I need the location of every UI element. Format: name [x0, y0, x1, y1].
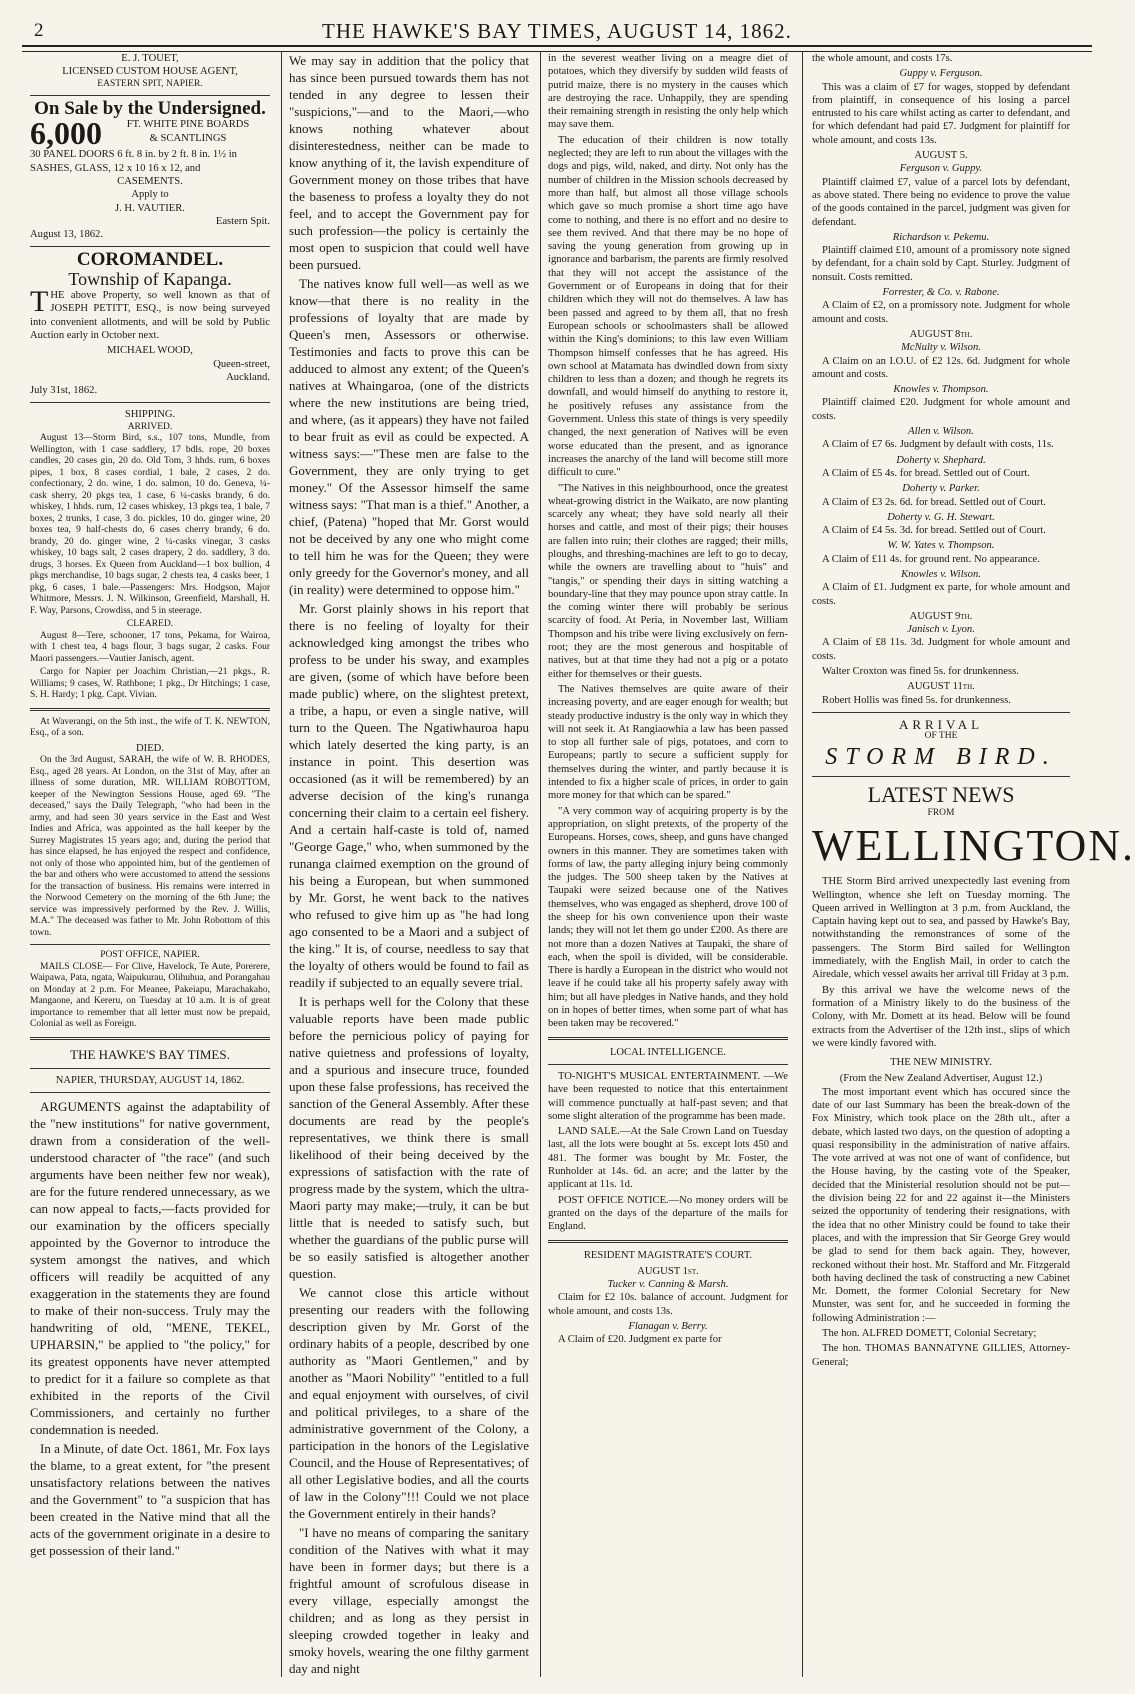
sale-line: 30 PANEL DOORS 6 ft. 8 in. by 2 ft. 8 in. 1½ in — [30, 149, 237, 161]
divider — [30, 1037, 270, 1040]
coromandel-body: THE above Property, so well known as that of JOSEPH PETITT, ESQ., is now being surveyed into convenient allotments, and will be sold by Public Auction early in October next. — [30, 285, 270, 341]
column-rule — [802, 52, 803, 1677]
court-date: AUGUST 11th. — [907, 681, 975, 693]
case-body: A Claim of £4 5s. 3d. for bread. Settled out of Court. — [822, 525, 1046, 537]
editorial-paper-title: THE HAWKE'S BAY TIMES. — [70, 1046, 230, 1062]
case-title: W. W. Yates v. Thompson. — [887, 540, 995, 552]
article-para: The Natives themselves are quite aware of their increasing poverty, and are eager enough for wealth; but steady productive industry is the only way in which they will not seek it. At Rangiaowhia a law has been passed to stop all further sale of pigs, potatoes, and corn to Europeans; partly to secure a sufficient supply for themselves during the winter, and partly because it is intended to fix a higher scale of prices, in order to gain more money for that which can be spared." — [548, 683, 788, 802]
column-3 — [548, 52, 788, 1682]
wellington-heading: WELLINGTON. — [812, 821, 1135, 871]
township-heading: Township of Kapanga. — [68, 268, 232, 289]
column-2 — [289, 52, 529, 1682]
article-para: It is perhaps well for the Colony that these valuable reports have been made public before the pernicious policy of paying for native quietness and professions of loyalty, and a spurious and insecure truce, founded upon these false professions, has received the sanction of the General Assembly. After these documents are read by the people's representatives, we think there is small likelihood of their being deceived by the expressions of satisfaction with the rate of progress made by the system, which the ultra-Maori party may make;—truly, it can be but little that is needed to satisfy such, but whether the guardians of the public purse will be so easily satisfied is altogether another question. — [289, 994, 529, 1281]
case-body: Plaintiff claimed £7, value of a parcel lots by defendant, as above stated. There being no evidence to prove the value of the goods contained in the parcel, judgment was given for defendant. — [812, 176, 1070, 228]
news-para: THE Storm Bird arrived unexpectedly last evening from Wellington, whence she left on Tuesday morning. The Queen arrived in Wellington at 3 p.m. from Auckland, the Captain having kept out to sea, and passed by Hawke's Bay, notwithstanding the remonstrances of some of the passengers. The Storm Bird sailed for Wellington immediately, with the English Mail, in order to catch the Airedale, which vessel awaits her arrival till Friday at 3 p.m. — [812, 876, 1070, 981]
birth-notice: At Waverangi, on the 5th inst., the wife of T. K. NEWTON, Esq., of a son. — [30, 716, 270, 739]
sale-ad — [30, 115, 270, 241]
article-para: Mr. Gorst plainly shows in his report that there is no feeling of loyalty for their acknowledged king amongst the tribes who profess to be under his sway, and examples are given, (some of which have before been made public) where, on the slightest pretext, a tribe, a hapu, or even a single native, will turn to the Queen. The Ngatiwhauroa hapu which lately deserted the king party, is an instance in point. This desertion was occasioned (as it will be remembered) by an adverse decision of the king's runanga concerning their claim to a certain eel fishery. And a certain half-caste is told of, named "George Gage," who, when summoned by the runanga claimed exemption on the ground of his being a European, but when summoned by Mr. Gorst, he went back to the natives who refused to give him up as "he had long ago consented to be a Maori and a subject of the king." It is, of course, needless to say that the loyalty of others would be found to fail as readily if subjected to an equally severe trial. — [289, 601, 529, 990]
cleared-heading: CLEARED. — [126, 619, 174, 630]
case-title: Tucker v. Canning & Marsh. — [607, 1279, 729, 1291]
agent-address: EASTERN SPIT, NAPIER. — [97, 78, 203, 89]
article-para: We cannot close this article without presenting our readers with the following description given by Mr. Gorst of the ordinary habits of a people, described by one authority as "Maori Gentlemen," and by another as "Maori Nobility" "entitled to a full and equal enjoyment with ourselves, of civil and political privileges, to a share of the administrative government of the Colony, a participation in the honors of the Legislative Council, and the House of Representatives; of all other Legislative bodies, and all the courts of law in the Colony"!!! Could we not place the Government entirely in their hands? — [289, 1285, 529, 1521]
article-para: in the severest weather living on a meagre diet of potatoes, which they diversify by sudden wild feasts of putrid maize, there is no mystery in the causes which are destroying the race. Unhappily, they are spending their remaining strength in resisting the only help which may save them. — [548, 53, 788, 131]
case-title: Ferguson v. Guppy. — [899, 163, 983, 175]
masthead-title: THE HAWKE'S BAY TIMES, AUGUST 14, 1862. — [322, 19, 792, 43]
case-title: Doherty v. Parker. — [902, 483, 980, 495]
new-ministry-heading: THE NEW MINISTRY. — [890, 1057, 992, 1069]
case-body: A Claim of £1. Judgment ex parte, for whole amount and costs. — [812, 582, 1070, 607]
article-para: The natives know full well—as well as we know—that there is no reality in the professions of loyalty that are made by Queen's men, Assessors or otherwise. Testimonies and facts to prove this can be adduced to almost any extent; of the Queen's natives at Whaingaroa, (one of the districts where the new institutions are being tried, and where, (as it appears) they have not failed to bear fruit as evil as could be expected. A witness says:—"These men are false to the Government, they are only trying to get money." Of the Assessor himself the same witness says: "That man is a thief." Another, a chief, (Patena) "hoped that Mr. Gorst would not be deceived by any one who might come to tell him he was for the Queen; they were only greedy for the Governor's money, and all (in reality) were determined to oppose him." — [289, 276, 529, 597]
shipping-arrivals: August 13—Storm Bird, s.s., 107 tons, Mundle, from Wellington, with 1 case saddlery, 17 bdls. rope, 20 boxes candles, 20 cases gin, 20 do. Old Tom, 3 hhds. rum, 6 boxes pipes, 1 box, 8 cases cordial, 1 bale, 2 cases, 2 do. confectionary, 2 do. wine, 1 do. salmon, 10 do. Geneva, ¼-cask sherry, 20 pkgs tea, 1 case, 6 ¼-casks brandy, 6 do. whiskey, 1 hhds. rum, 12 cases whiskey, 13 pkgs tea, 1 bale, 7 boxes, 2 trunks, 1 case, 3 do. pickles, 10 do. ginger wine, 20 boxes tea, 9 half-chests do, 6 cases cherry brandy, 6 do. brandy, 20 do. ginger wine, 2 ¼-casks vinegar, 3 casks whiskey, 10 bags salt, 2 cases drapery, 2 do. saddlery, 3 do. drugs, 3 horses. Ex Queen from Auckland—1 box bullion, 4 pkgs merchandise, 10 bags sugar, 2 chests tea, 4 casks beer, 1 pkg, 6 cases, 1 bale.—Passengers: Mrs. Hodgson, Major Whitmore, Messrs. J. N. Wilkinson, Greenfield, Marshall, H. F. Way, Parsons, Crowdiss, and 5 in steerage. — [30, 433, 270, 616]
shipping-heading: SHIPPING. — [124, 409, 176, 421]
died-heading: DIED. — [136, 742, 164, 754]
case-title: Allen v. Wilson. — [908, 426, 974, 438]
post-office-heading: POST OFFICE, NAPIER. — [100, 950, 200, 961]
divider — [812, 776, 1070, 777]
article-para: "The Natives in this neighbourhood, once the greatest wheat-growing district in the Waikato, are now planting scarcely any wheat; they have sold nearly all their horses and cattle, and most of their pigs; their houses are fallen into ruin; their clothes are ragged; their mills, ploughs, and threshing-machines are left to go to decay, while the owners are travelling about to "huis" and "tangis," or spending their days in sitting watching a boundary-line that they may pounce upon stray cattle. In the coming winter there will probably be serious scarcity of food. At Peria, in November last, William Thompson and his tribe were living exclusively on fern-root; they are the most generous and hospitable of natives, but at that time they had not a pig or a potato either for themselves or their guests. — [548, 482, 788, 680]
latest-news-heading: LATEST NEWS — [867, 781, 1015, 807]
coromandel-date: July 31st, 1862. — [30, 385, 98, 397]
case-title: Doherty v. Shephard. — [896, 454, 986, 466]
of-the: OF THE — [924, 731, 958, 742]
divider — [30, 246, 270, 247]
article-para: "A very common way of acquiring property is by the appropriation, on slight pretexts, of the property of the Europeans. Horses, cows, sheep, and guns have changed owners in this manner. They are sometimes taken with forms of law, the party alleging injury being commonly the judges. The 500 sheep taken by the Natives at Taupaki were seized because one of the Natives themselves, who was engaged as shepherd, drove 100 of the sheep for his own convenience upon their waste lands; they will not let them go under £200. As there are not more than a dozen Natives at Taupaki, the share of each, when the spoil is divided, will be considerable. There is hardly a European in the district who would not leave if he could take all his property safely away with him; but all have pledges in Native hands, and they hold on in hopes of better times, when some part of what has been taken may be recovered." — [548, 805, 788, 1030]
header-rule — [22, 45, 1092, 52]
case-title: Janisch v. Lyon. — [907, 624, 975, 636]
sale-date: August 13, 1862. — [30, 229, 103, 241]
case-body: A Claim of £20. Judgment ex parte for — [558, 1334, 722, 1346]
editorial — [30, 1098, 270, 1559]
column-rule — [540, 52, 541, 1677]
column-1 — [30, 52, 270, 1682]
case-body: Walter Croxton was fined 5s. for drunkenness. — [822, 666, 1019, 678]
minister-entry: The hon. ALFRED DOMETT, Colonial Secretary; — [822, 1328, 1037, 1340]
column-4 — [812, 52, 1135, 1682]
case-body: A Claim of £7 6s. Judgment by default with costs, 11s. — [822, 439, 1054, 451]
storm-bird-heading: STORM BIRD. — [825, 743, 1057, 770]
court-date: AUGUST 5. — [914, 150, 968, 162]
editorial-para: In a Minute, of date Oct. 1861, Mr. Fox lays the blame, to a great extent, for "the present unsatisfactory relations between the natives and the Government" to "a suspicion that has been created in the Native mind that all the acts of the government originate in a desire to get possession of their land." — [30, 1440, 270, 1558]
article-para: "I have no means of comparing the sanitary condition of the Natives with what it may have been in former days; but there is a frightful amount of scrofulous disease in every village, especially amongst the children; and as long as they persist in sleeping crowded together in leaky and smoky hovels, wearing the one filthy garment day and night — [289, 1525, 529, 1676]
case-title: Knowles v. Wilson. — [901, 568, 981, 580]
local-item: LAND SALE.—At the Sale Crown Land on Tuesday last, all the lots were bought at 5s. except lots 450 and 481. The former was bought by Mr. Foster, the Runholder at 14s. 6d. an acre; and the latter by the applicant at 11s. 1d. — [548, 1126, 788, 1191]
divider — [548, 1037, 788, 1040]
sale-line: FT. WHITE PINE BOARDS — [126, 119, 250, 131]
divider — [30, 1092, 270, 1093]
case-body: A Claim of £5 4s. for bread. Settled out of Court. — [822, 467, 1031, 479]
page-header — [22, 18, 1092, 44]
column-rule — [281, 52, 282, 1677]
editorial-dateline: NAPIER, THURSDAY, AUGUST 14, 1862. — [55, 1074, 245, 1086]
case-body: A Claim on an I.O.U. of £2 12s. 6d. Judgment for whole amount and costs. — [812, 355, 1070, 380]
death-notices: On the 3rd August, SARAH, the wife of W. B. RHODES, Esq., aged 28 years. At London, on the 31st of May, after an illness of some duration, MR. WILLIAM ROBOTTOM, keeper of the Newington Sessions House, aged 69. "The deceased," says the Daily Telegraph, "who had been in the army, and had seen 30 years service in the East and West Indies and Africa, was appointed as the hall keeper by the Surrey Magistrates 15 years ago; and, during the period that has since elapsed, he has enjoyed the respect and confidence, not only of those who appointed him, but of the gentlemen of the bar and others who were accustomed to attend the sessions for the transaction of business. His remains were interred in the Norwood Cemetery on the morning of the 6th June; the service was impressively performed by the Rev. J. Willis, M.A." The deceased was father to Mr. John Robottom of this town. — [30, 755, 270, 938]
divider — [30, 1068, 270, 1069]
cargo-note: Cargo for Napier per Joachim Christian,—21 pkgs., R. Williams; 9 cases, W. Rathbone; 1 pkg., Dr Hitchings; 1 case, S. H. Hardy; 1 pkg. Capt. Vivian. — [30, 667, 270, 701]
case-body: A Claim of £3 2s. 6d. for bread. Settled out of Court. — [822, 496, 1046, 508]
divider — [548, 1064, 788, 1065]
case-body: Plaintiff claimed £10, amount of a promissory note signed by defendant, for a chain sold by Capt. Sturley. Judgment of nonsuit. Costs remitted. — [812, 245, 1070, 283]
coromandel-address: Auckland. — [226, 371, 270, 383]
from-label: FROM — [927, 807, 955, 818]
article-para: We may say in addition that the policy that has since been pursued towards them has not tended in any degree to lessen their "suspicions,"—and to the Maori,—who knows nothing whatever about disinterestedness, neither can be made to know anything of it, the lavish expenditure of Government money on those tribes that have the baseness to profess a loyalty they do not feel, and to accept the Government pay for such profession—the policy is certainly the most open to suspicion that could well have been pursued. — [289, 53, 529, 272]
sale-address: Eastern Spit. — [215, 215, 270, 227]
article-para: The education of their children is now totally neglected; they are left to run about the villages with the dogs and pigs, wild, naked, and dirty. Not only has the number of children in the Mission schools decreased by more than half, but almost all those village schools which gave so much promise a short time ago have come to nothing, and there is no effort and no desire to see them revived. And that there may be no hope of saving the young generation from growing up in ignorance and barbarism, the parents are firmly resolved that they will not accept the assistance of the Government or of Europeans in doing that for their children which they will not do themselves. A law has been passed and agreed to by them all, that no fresh European schools or schoolmasters shall be allowed within the King's dominions; to this law even William Thompson himself confesses that he has agreed. His own school at Matamata has dwindled down from sixty children to less than a dozen; and though he regrets its downfall, and would himself do anything to restore it, he positively refuses any assistance from the Government. Unless this state of things is very speedily changed, the next generation of Natives will be even worse educated than the present, and as ignorance increases the anarchy of the land will become still more difficult to cure." — [548, 134, 788, 479]
editorial-para: ARGUMENTS against the adaptability of the "new institutions" for native government, drawn from a consideration of the well-understood character of "the race" (and such arguments have been neither few nor weak), are for the future rendered unnecessary, as we can now appeal to facts,—facts provided for our examination by the officers specially appointed by the Governor to introduce the system amongst the natives, and which officers will readily be acquitted of any exaggeration in the statements they are found to make of their non-success. Truly may the handwriting of old, "MENE, TEKEL, UPHARSIN," be applied to "the policy," for its greatest opponents have never attempted to predict for it a failure so complete as that exhibited in the reports of the Civil Commissioners, and certainly no further condemnation is needed. — [30, 1098, 270, 1437]
sale-line: & SCANTLINGS — [149, 132, 227, 144]
post-office-body: MAILS CLOSE— For Clive, Havelock, Te Aute, Porerere, Waipawa, Pata, ngata, Waipukurau, Olihuhua, and Porangahau on Monday at 2 p.m. For Meanee, Pakeiapu, Marachakaho, Mangaone, and Kereru, on Tuesday at 10 a.m. It is of great importance to remember that all letter must now be prepaid, Colonial as well as Foreign. — [30, 961, 270, 1030]
divider — [812, 712, 1070, 713]
divider — [30, 95, 270, 96]
local-item: POST OFFICE NOTICE.—No money orders will be granted on the days of the departure of the mails for England. — [548, 1194, 788, 1233]
case-body: A Claim of £8 11s. 3d. Judgment for whole amount and costs. — [812, 637, 1070, 662]
case-title: McNulty v. Wilson. — [901, 342, 981, 354]
coromandel-name: MICHAEL WOOD, — [107, 345, 193, 357]
case-title: Richardson v. Pekemu. — [892, 231, 990, 243]
sale-apply: Apply to — [131, 189, 169, 201]
local-intelligence-heading: LOCAL INTELLIGENCE. — [609, 1046, 727, 1058]
case-title: Knowles v. Thompson. — [893, 384, 989, 396]
divider — [548, 1240, 788, 1243]
ministry-source: (From the New Zealand Advertiser, August 12.) — [839, 1073, 1043, 1085]
minister-entry: The hon. THOMAS BANNATYNE GILLIES, Attorney-General; — [812, 1343, 1070, 1368]
agent-title: LICENSED CUSTOM HOUSE AGENT, — [62, 66, 238, 78]
sale-line: CASEMENTS. — [117, 175, 183, 187]
news-para: The most important event which has occured since the date of our last Summary has been the break-down of the Fox Ministry, which took place on the 28th ult., after a debate, which lasted two days, on the question of adopting a quasi responsibility in the administration of native affairs. The vote arrived at was not one of want of confidence, but the House having, by the casting vote of the Speaker, decided that the Ministerial resolution should not be put—the division being 22 for and 22 against it—the Ministers seized the opportunity of tendering their resignations, with the idea that no other Ministry could be found to take their places, and with the impression that Sir George Grey would be glad to send for them back again. They, however, reckoned without their host. Mr. Stafford and Mr. Fitzgerald both having declined the task of constructing a new Cabinet Mr. Domett, the former Colonial Secretary for New Munster, was sent for, and he succeeded in forming the following Administration :— — [812, 1086, 1070, 1324]
coromandel-address: Queen-street, — [213, 358, 270, 370]
court-date: AUGUST 8th. — [909, 328, 973, 340]
court-date: AUGUST 1st. — [637, 1265, 699, 1277]
arrival-heading: ARRIVAL — [898, 716, 984, 732]
case-body: Robert Hollis was fined 5s. for drunkenness. — [822, 694, 1011, 706]
news-para: By this arrival we have the welcome news of the formation of a Ministry likely to do the business of the Colony, with Mr. Domett at its head. Below will be found extracts from the Advertiser of the 12th inst., slips of which we were kindly favored with. — [812, 984, 1070, 1049]
drop-cap: T — [30, 285, 49, 319]
case-body: the whole amount, and costs 17s. — [812, 53, 953, 64]
sale-line: SASHES, GLASS, 12 x 10 16 x 12, and — [30, 162, 201, 174]
arrived-heading: ARRIVED. — [127, 421, 173, 432]
agent-name: E. J. TOUET, — [121, 53, 179, 64]
sale-name: J. H. VAUTIER. — [115, 202, 185, 214]
case-body: A Claim of £2, on a promissory note. Judgment for whole amount and costs. — [812, 300, 1070, 325]
local-item: TO-NIGHT'S MUSICAL ENTERTAINMENT. —We have been requested to notice that this entertainment will commence punctually at half-past seven; and that some slight alteration of the programme has been made. — [548, 1070, 788, 1122]
court-date: AUGUST 9th. — [909, 610, 973, 622]
case-body: A Claim of £11 4s. for ground rent. No appearance. — [822, 553, 1040, 565]
case-body: This was a claim of £7 for wages, stopped by defendant from plaintiff, in consequence of his losing a parcel entrusted to his care whilst acting as carter to defendant, and for which defendant had paid £7. Judgment for plaintiff for whole amount, and costs 13s. — [812, 81, 1070, 146]
divider — [30, 944, 270, 945]
sale-heading: On Sale by the Undersigned. — [34, 98, 266, 120]
case-body: Claim for £2 10s. balance of account. Judgment for whole amount, and costs 13s. — [548, 1292, 788, 1317]
case-title: Guppy v. Ferguson. — [899, 68, 983, 80]
sale-number: 6,000 — [30, 115, 102, 152]
coromandel-heading: COROMANDEL. — [76, 249, 224, 271]
divider — [30, 708, 270, 711]
divider — [30, 402, 270, 403]
page-number: 2 — [34, 20, 44, 41]
case-body: Plaintiff claimed £20. Judgment for whole amount and costs. — [812, 397, 1070, 422]
case-title: Doherty v. G. H. Stewart. — [887, 511, 995, 523]
shipping-cleared: August 8—Tere, schooner, 17 tons, Pekama, for Wairoa, with 1 chest tea, 4 bags flour, 3 bags sugar, 2 casks. Four Maori passengers.—Vautier Janisch, agent. — [30, 630, 270, 664]
court-heading: RESIDENT MAGISTRATE'S COURT. — [583, 1249, 753, 1261]
case-title: Forrester, & Co. v. Rabone. — [882, 287, 1000, 299]
case-title: Flanagan v. Berry. — [628, 1321, 708, 1333]
